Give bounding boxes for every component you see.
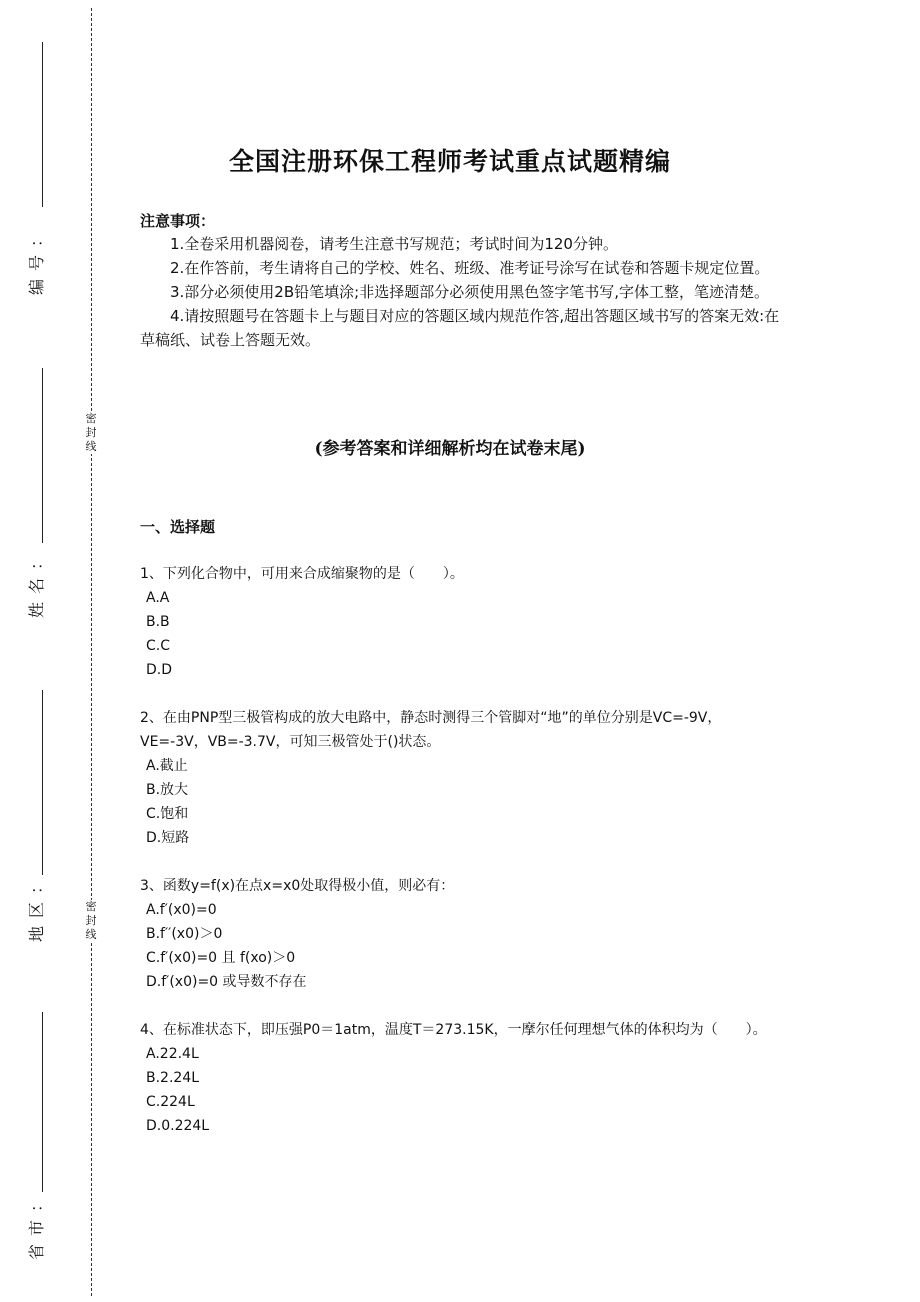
name-field-label: 姓名：: [26, 545, 46, 618]
question-option: B.放大: [146, 782, 189, 798]
question-option: C.饱和: [146, 806, 189, 822]
exam-title: 全国注册环保工程师考试重点试题精编: [228, 147, 671, 176]
region-field-label: 地区：: [26, 869, 46, 942]
question-stem: 3、函数y=f(x)在点x=x0处取得极小值，则必有：: [140, 878, 455, 894]
question-option: B.B: [146, 614, 170, 630]
question-option: D.短路: [146, 830, 190, 846]
question-3: [140, 874, 785, 994]
province-field-label: 省市：: [26, 1187, 46, 1260]
notice-list: [140, 232, 785, 352]
question-1: [140, 562, 785, 682]
question-stem: 1、下列化合物中，可用来合成缩聚物的是（ ）。: [140, 566, 464, 582]
question-option: B.f′′(x0)＞0: [146, 926, 223, 942]
notice-item: 4.请按照题号在答题卡上与题目对应的答题区域内规范作答,超出答题区域书写的答案无效:在草稿纸、试卷上答题无效。: [140, 307, 780, 349]
question-stem: 4、在标准状态下，即压强P0＝1atm，温度T＝273.15K，一摩尔任何理想气体的体积均为（ ）。: [140, 1022, 767, 1038]
notice-item: 3.部分必须使用2B铅笔填涂;非选择题部分必须使用黑色签字笔书写,字体工整，笔迹清楚。: [170, 283, 769, 301]
question-option: A.截止: [146, 758, 188, 774]
notice-item: 1.全卷采用机器阅卷，请考生注意书写规范；考试时间为120分钟。: [170, 235, 618, 253]
question-option: A.22.4L: [146, 1046, 199, 1062]
section-title: 一、选择题: [140, 518, 216, 536]
question-stem: 2、在由PNP型三极管构成的放大电路中，静态时测得三个管脚对“地”的单位分别是VC=-9V，VE=-3V，VB=-3.7V，可知三极管处于()状态。: [140, 710, 722, 750]
seal-text-upper: 密 封 线: [82, 412, 100, 454]
question-option: D.0.224L: [146, 1118, 210, 1134]
seal-dashed-line: [91, 8, 92, 1296]
seal-text-lower: 密 封 线: [82, 900, 100, 942]
notice-item: 2.在作答前，考生请将自己的学校、姓名、班级、准考证号涂写在试卷和答题卡规定位置。: [170, 259, 770, 277]
question-option: A.f′(x0)=0: [146, 902, 217, 918]
question-option: D.f′(x0)=0 或导数不存在: [146, 974, 307, 990]
question-option: C.f′(x0)=0 且 f(xo)＞0: [146, 950, 296, 966]
binding-margin: [0, 0, 110, 1302]
id-field-label: 编号：: [26, 222, 46, 295]
question-option: D.D: [146, 662, 173, 678]
question-2: [140, 706, 785, 850]
question-option: C.224L: [146, 1094, 195, 1110]
question-option: A.A: [146, 590, 170, 606]
question-option: C.C: [146, 638, 171, 654]
question-4: [140, 1018, 785, 1138]
answers-note: (参考答案和详细解析均在试卷末尾): [314, 439, 586, 459]
question-option: B.2.24L: [146, 1070, 200, 1086]
notice-heading: 注意事项：: [140, 212, 216, 230]
